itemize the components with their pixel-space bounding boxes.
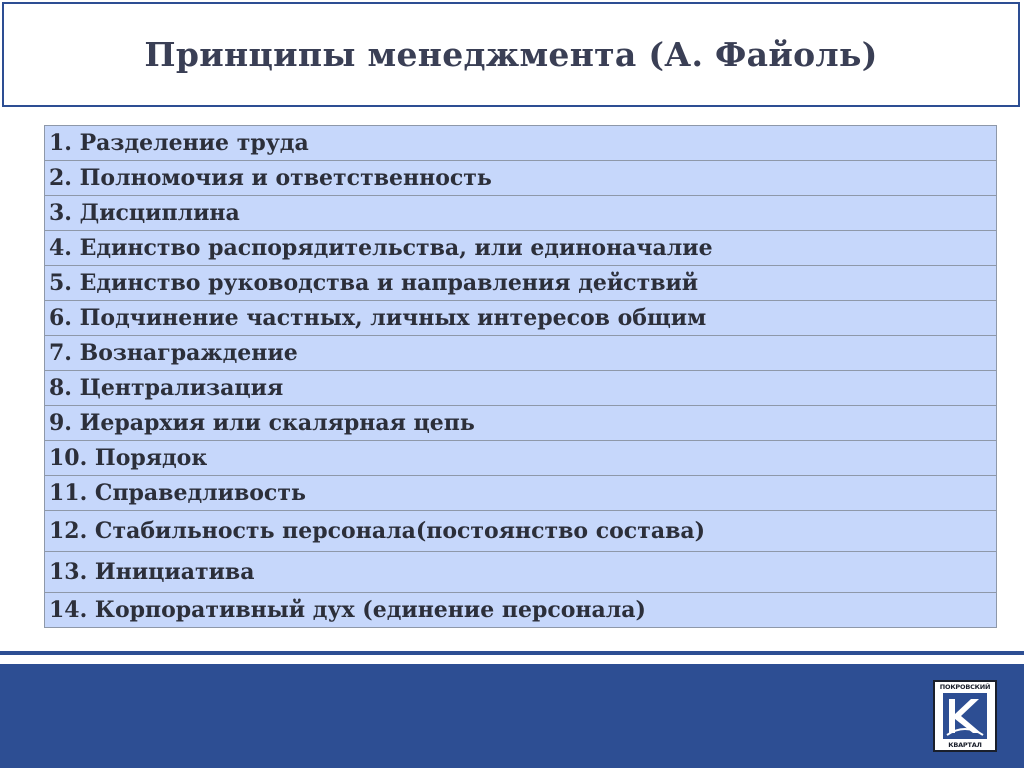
principle-8: 8. Централизация <box>45 371 997 406</box>
footer-band <box>0 664 1024 768</box>
logo <box>933 680 997 752</box>
principle-10: 10. Порядок <box>45 441 997 476</box>
principle-3: 3. Дисциплина <box>45 196 997 231</box>
principle-11: 11. Справедливость <box>45 476 997 511</box>
principle-6: 6. Подчинение частных, личных интересов общим <box>45 301 997 336</box>
principle-14: 14. Корпоративный дух (единение персонала) <box>45 593 997 628</box>
principle-9: 9. Иерархия или скалярная цепь <box>45 406 997 441</box>
table-row <box>45 126 997 161</box>
logo-bottom-text: КВАРТАЛ <box>948 741 982 749</box>
principle-1: 1. Разделение труда <box>45 126 997 161</box>
table-row <box>45 511 997 552</box>
table-row <box>45 593 997 628</box>
principle-7: 7. Вознаграждение <box>45 336 997 371</box>
table-row <box>45 441 997 476</box>
table-row <box>45 301 997 336</box>
table-row <box>45 476 997 511</box>
table-row <box>45 266 997 301</box>
table-row <box>45 161 997 196</box>
logo-top-text: ПОКРОВСКИЙ <box>939 683 991 691</box>
table-row <box>45 552 997 593</box>
kvartal-logo-icon <box>943 693 987 739</box>
principle-2: 2. Полномочия и ответственность <box>45 161 997 196</box>
table-row <box>45 371 997 406</box>
principle-12: 12. Стабильность персонала(постоянство состава) <box>45 511 997 552</box>
table-row <box>45 336 997 371</box>
title-box <box>2 2 1020 107</box>
table-row <box>45 231 997 266</box>
divider-line <box>0 651 1024 655</box>
principles-table <box>44 125 997 628</box>
principle-13: 13. Инициатива <box>45 552 997 593</box>
table-row <box>45 406 997 441</box>
principle-5: 5. Единство руководства и направления действий <box>45 266 997 301</box>
slide-title: Принципы менеджмента (А. Файоль) <box>144 35 878 74</box>
table-row <box>45 196 997 231</box>
principle-4: 4. Единство распорядительства, или единоначалие <box>45 231 997 266</box>
